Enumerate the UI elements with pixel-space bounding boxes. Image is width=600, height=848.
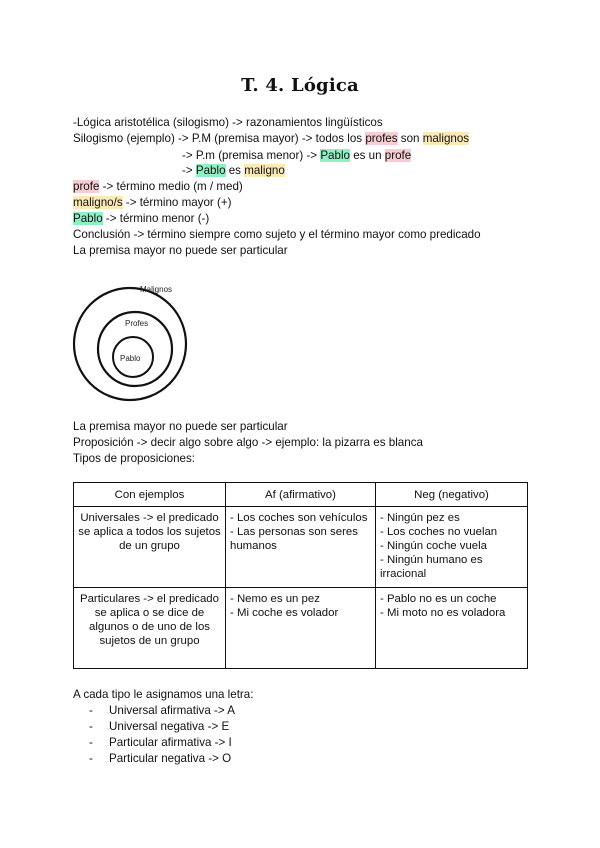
highlight-pablo: Pablo: [320, 149, 350, 162]
list-item: [73, 703, 253, 719]
text-segment: es: [225, 164, 245, 177]
neg-item: - Ningún pez es: [380, 512, 460, 524]
neg-item: - Ningún coche vuela: [380, 540, 488, 552]
header-con-ejemplos: Con ejemplos: [74, 483, 226, 507]
after-line-2: Proposición -> decir algo sobre algo -> ejemplo: la pizarra es blanca: [73, 436, 423, 449]
text-segment: es un: [349, 149, 385, 162]
intro-line-8: Conclusión -> término siempre como sujeto y el término mayor como predicado: [73, 228, 481, 241]
highlight-malignos: maligno/s: [73, 196, 123, 209]
af-item: - Nemo es un pez: [230, 593, 320, 605]
intro-line-5: [73, 179, 243, 194]
text-segment: son: [397, 132, 423, 145]
after-line-1: La premisa mayor no puede ser particular: [73, 420, 288, 433]
af-item: - Las personas son seres humanos: [230, 526, 358, 552]
after-line-3: Tipos de proposiciones:: [73, 452, 196, 465]
neg-cell: [376, 507, 528, 588]
text-segment: -> término menor (-): [102, 212, 210, 225]
highlight-profes: profes: [365, 132, 398, 145]
intro-line-3: [182, 148, 411, 163]
intro-line-7: [73, 211, 209, 226]
list-item: [73, 735, 253, 751]
highlight-pablo: Pablo: [73, 212, 103, 225]
neg-item: - Los coches no vuelan: [380, 526, 498, 538]
af-item: - Los coches son vehículos: [230, 512, 368, 524]
intro-line-2: [73, 131, 469, 146]
label-malignos: Malignos: [140, 285, 173, 294]
label-profes: Profes: [125, 319, 149, 328]
label-pablo: Pablo: [120, 354, 141, 363]
text-segment: -> término mayor (+): [122, 196, 232, 209]
header-negativo: Neg (negativo): [376, 483, 528, 507]
af-cell: [226, 588, 376, 669]
letters-section: [73, 687, 253, 767]
neg-item: - Ningún humano es irracional: [380, 554, 483, 580]
highlight-profe: profe: [73, 180, 100, 193]
text-segment: -> término medio (m / med): [99, 180, 243, 193]
letters-heading: A cada tipo le asignamos una letra:: [73, 688, 254, 701]
highlight-pablo: Pablo: [195, 164, 226, 177]
list-item: [73, 719, 253, 735]
text-segment: -> P.m (premisa menor) ->: [182, 149, 321, 162]
list-item: [73, 751, 253, 767]
text-segment: Silogismo (ejemplo) -> P.M (premisa mayor) -> todos los: [73, 132, 366, 145]
highlight-maligno: maligno: [244, 164, 285, 177]
neg-item: - Mi moto no es voladora: [380, 607, 506, 619]
venn-diagram: [72, 274, 192, 416]
list-item-text: Particular negativa -> O: [109, 752, 232, 765]
neg-cell: [376, 588, 528, 669]
list-item-text: Particular afirmativa -> I: [109, 736, 232, 749]
bullet-dash: -: [89, 704, 93, 717]
propositions-table: [73, 482, 528, 669]
text-segment: ->: [182, 164, 196, 177]
list-item-text: Universal afirmativa -> A: [109, 704, 235, 717]
bullet-dash: -: [89, 720, 93, 733]
table-row: [74, 507, 528, 588]
row-label: Particulares -> el predicado se aplica o se dice de algunos o de uno de los sujetos de un grupo: [74, 588, 226, 669]
intro-line-6: [73, 195, 232, 210]
page-title: T. 4. Lógica: [241, 75, 359, 96]
table-header-row: [74, 483, 528, 507]
neg-item: - Pablo no es un coche: [380, 593, 497, 605]
af-item: - Mi coche es volador: [230, 607, 339, 619]
list-item-text: Universal negativa -> E: [109, 720, 230, 733]
outer-circle: [74, 288, 186, 400]
highlight-profe: profe: [384, 149, 412, 162]
row-label: Universales -> el predicado se aplica a todos los sujetos de un grupo: [74, 507, 226, 588]
intro-line-4: [182, 163, 285, 178]
intro-line-9: La premisa mayor no puede ser particular: [73, 244, 288, 257]
bullet-dash: -: [89, 736, 93, 749]
bullet-dash: -: [89, 752, 93, 765]
intro-line-1: -Lógica aristotélica (silogismo) -> razonamientos lingüísticos: [73, 116, 383, 129]
table-row: [74, 588, 528, 669]
header-afirmativo: Af (afirmativo): [226, 483, 376, 507]
highlight-malignos: malignos: [422, 132, 470, 145]
af-cell: [226, 507, 376, 588]
